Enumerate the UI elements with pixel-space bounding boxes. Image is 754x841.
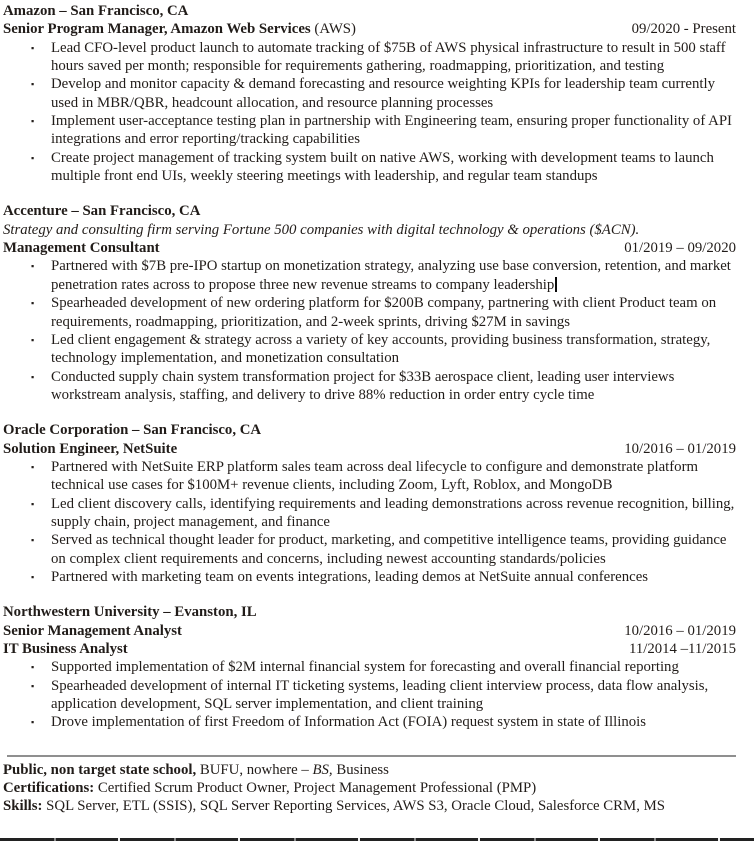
role-title-text: IT Business Analyst (3, 641, 128, 657)
role-title-text: Senior Management Analyst (3, 622, 182, 639)
bullet-text: Spearheaded development of internal IT ticketing systems, leading client interview process, data flow analysis, application development, SQL server implementation, and client training (51, 677, 709, 713)
role-dates: 01/2019 – 09/2020 (624, 240, 736, 257)
experience-section (3, 421, 736, 586)
role-row (3, 20, 736, 38)
bullet-text: Create project management of tracking system built on native AWS, working with development teams to launch multiple front end UIs, weekly steering meetings with leadership, and regular team standups (51, 149, 714, 185)
bullet-icon: ▪ (31, 116, 35, 127)
bullet-item (3, 368, 736, 405)
bullet-icon: ▪ (31, 261, 35, 272)
bullet-item (3, 75, 736, 112)
bullet-text: Drove implementation of first Freedom of Information Act (FOIA) request system in state of Illinois (51, 714, 647, 731)
role-row (3, 239, 736, 257)
bullet-icon: ▪ (31, 334, 35, 345)
skills-line (3, 797, 736, 815)
footer-divider (7, 755, 736, 757)
experience-sections (3, 2, 736, 732)
bullet-item (3, 495, 736, 532)
bullet-text: Partnered with NetSuite ERP platform sales team across deal lifecycle to configure and demonstrate platform technical use cases for $100M+ revenue clients, including Zoom, Lyft, Roblox, and MongoDB (51, 458, 699, 494)
text-caret (555, 277, 557, 292)
certifications-line (3, 779, 736, 797)
role-dates: 10/2016 – 01/2019 (624, 622, 736, 639)
bullet-item (3, 257, 736, 294)
education-detail: BUFU, nowhere – (196, 761, 313, 778)
role-row (3, 622, 736, 640)
bullet-icon: ▪ (31, 298, 35, 309)
bullet-item (3, 331, 736, 368)
bullet-text: Partnered with $7B pre-IPO startup on monetization strategy, analyzing use base conversion, retention, and market penetration rates across to propose three new revenue streams to company leadership (51, 258, 731, 293)
bullet-item (3, 294, 736, 331)
bullet-text: Spearheaded development of new ordering platform for $200B company, partnering with client Product team on requirements, roadmapping, prioritization, and 2-week sprints, driving $27M in savings (51, 295, 717, 330)
bullet-text: Led client discovery calls, identifying requirements and leading demonstrations across revenue recognition, billing, supply chain, project management, and finance (51, 495, 735, 530)
experience-section (3, 2, 736, 185)
company-heading: Oracle Corporation – San Francisco, CA (3, 422, 262, 439)
bullet-icon: ▪ (31, 79, 35, 90)
bullet-text: Served as technical thought leader for product, marketing, and competitive intelligence teams, providing guidance on complex client requirements and concerns, including newest accounting standards/policies (51, 532, 727, 567)
role-title (3, 239, 160, 257)
bullet-icon: ▪ (31, 498, 35, 509)
bullet-item (3, 713, 736, 731)
footer-section (3, 755, 736, 816)
bullet-icon: ▪ (31, 717, 35, 728)
bullet-text: Lead CFO-level product launch to automate tracking of $75B of AWS physical infrastructure to result in 500 staff hours saved per month; responsible for requirements gathering, roadmapping, prioritization, and testing (51, 39, 726, 75)
bullet-icon: ▪ (31, 461, 35, 472)
bullet-text: Led client engagement & strategy across a variety of key accounts, providing business transformation, strategy, technology implementation, and monetization consultation (51, 331, 711, 367)
bullet-item (3, 112, 736, 149)
role-row (3, 640, 736, 658)
skills-label: Skills: (3, 798, 43, 815)
bullet-text: Supported implementation of $2M internal financial system for forecasting and overall financial reporting (51, 659, 679, 676)
role-row (3, 440, 736, 458)
bullet-icon: ▪ (31, 535, 35, 546)
bullet-item (3, 39, 736, 76)
bullet-text: Conducted supply chain system transformation project for $33B aerospace client, leading user interviews workstream analysis, staffing, and delivery to drive 88% reduction in order entry cycle time (51, 368, 675, 403)
education-line (3, 761, 736, 779)
skills-value: SQL Server, ETL (SSIS), SQL Server Reporting Services, AWS S3, Oracle Cloud, Salesforce CRM, MS (42, 798, 665, 815)
role-title-text: Senior Program Manager, Amazon Web Services (3, 21, 311, 38)
bullet-text: Partnered with marketing team on events integrations, leading demos at NetSuite annual conferences (51, 568, 649, 585)
role-dates: 09/2020 - Present (631, 21, 736, 38)
role-title (3, 440, 177, 458)
bullet-text: Implement user-acceptance testing plan in partnership with Engineering team, ensuring proper functionality of API integrations and error reporting/tracking capabilities (51, 113, 732, 148)
bullet-icon: ▪ (31, 680, 35, 691)
certifications-value: Certified Scrum Product Owner, Project Management Professional (PMP) (94, 780, 537, 797)
role-title-note: (AWS) (310, 21, 356, 38)
bullet-item (3, 149, 736, 186)
role-dates: 11/2014 –11/2015 (628, 641, 736, 657)
bullet-icon: ▪ (31, 371, 35, 382)
bullet-text: Develop and monitor capacity & demand forecasting and resource weighting KPIs for leadership team currently used in MBR/QBR, headcount allocation, and resource planning processes (51, 76, 715, 111)
company-heading: Amazon – San Francisco, CA (3, 3, 189, 19)
bullet-icon: ▪ (31, 662, 35, 673)
bullet-item (3, 658, 736, 676)
education-major: Business (332, 761, 389, 778)
experience-section (3, 202, 736, 404)
bullet-item (3, 568, 736, 586)
role-title (3, 20, 356, 38)
bullet-icon: ▪ (31, 152, 35, 163)
bullet-item (3, 677, 736, 714)
company-heading: Accenture – San Francisco, CA (3, 203, 201, 220)
experience-section (3, 603, 736, 731)
certifications-label: Certifications: (3, 780, 95, 797)
bullet-icon: ▪ (31, 42, 35, 53)
bullet-item (3, 531, 736, 568)
education-degree: BS, (312, 761, 333, 778)
role-title (3, 640, 128, 658)
bullet-icon: ▪ (31, 571, 35, 582)
role-title (3, 622, 182, 640)
role-title-text: Solution Engineer, NetSuite (3, 440, 178, 457)
education-school: Public, non target state school, (3, 761, 197, 778)
role-title-text: Management Consultant (3, 240, 160, 257)
company-description: Strategy and consulting firm serving Fortune 500 companies with digital technology & operations ($ACN). (3, 221, 640, 238)
role-dates: 10/2016 – 01/2019 (624, 440, 736, 457)
bullet-item (3, 458, 736, 495)
company-heading: Northwestern University – Evanston, IL (3, 604, 257, 621)
